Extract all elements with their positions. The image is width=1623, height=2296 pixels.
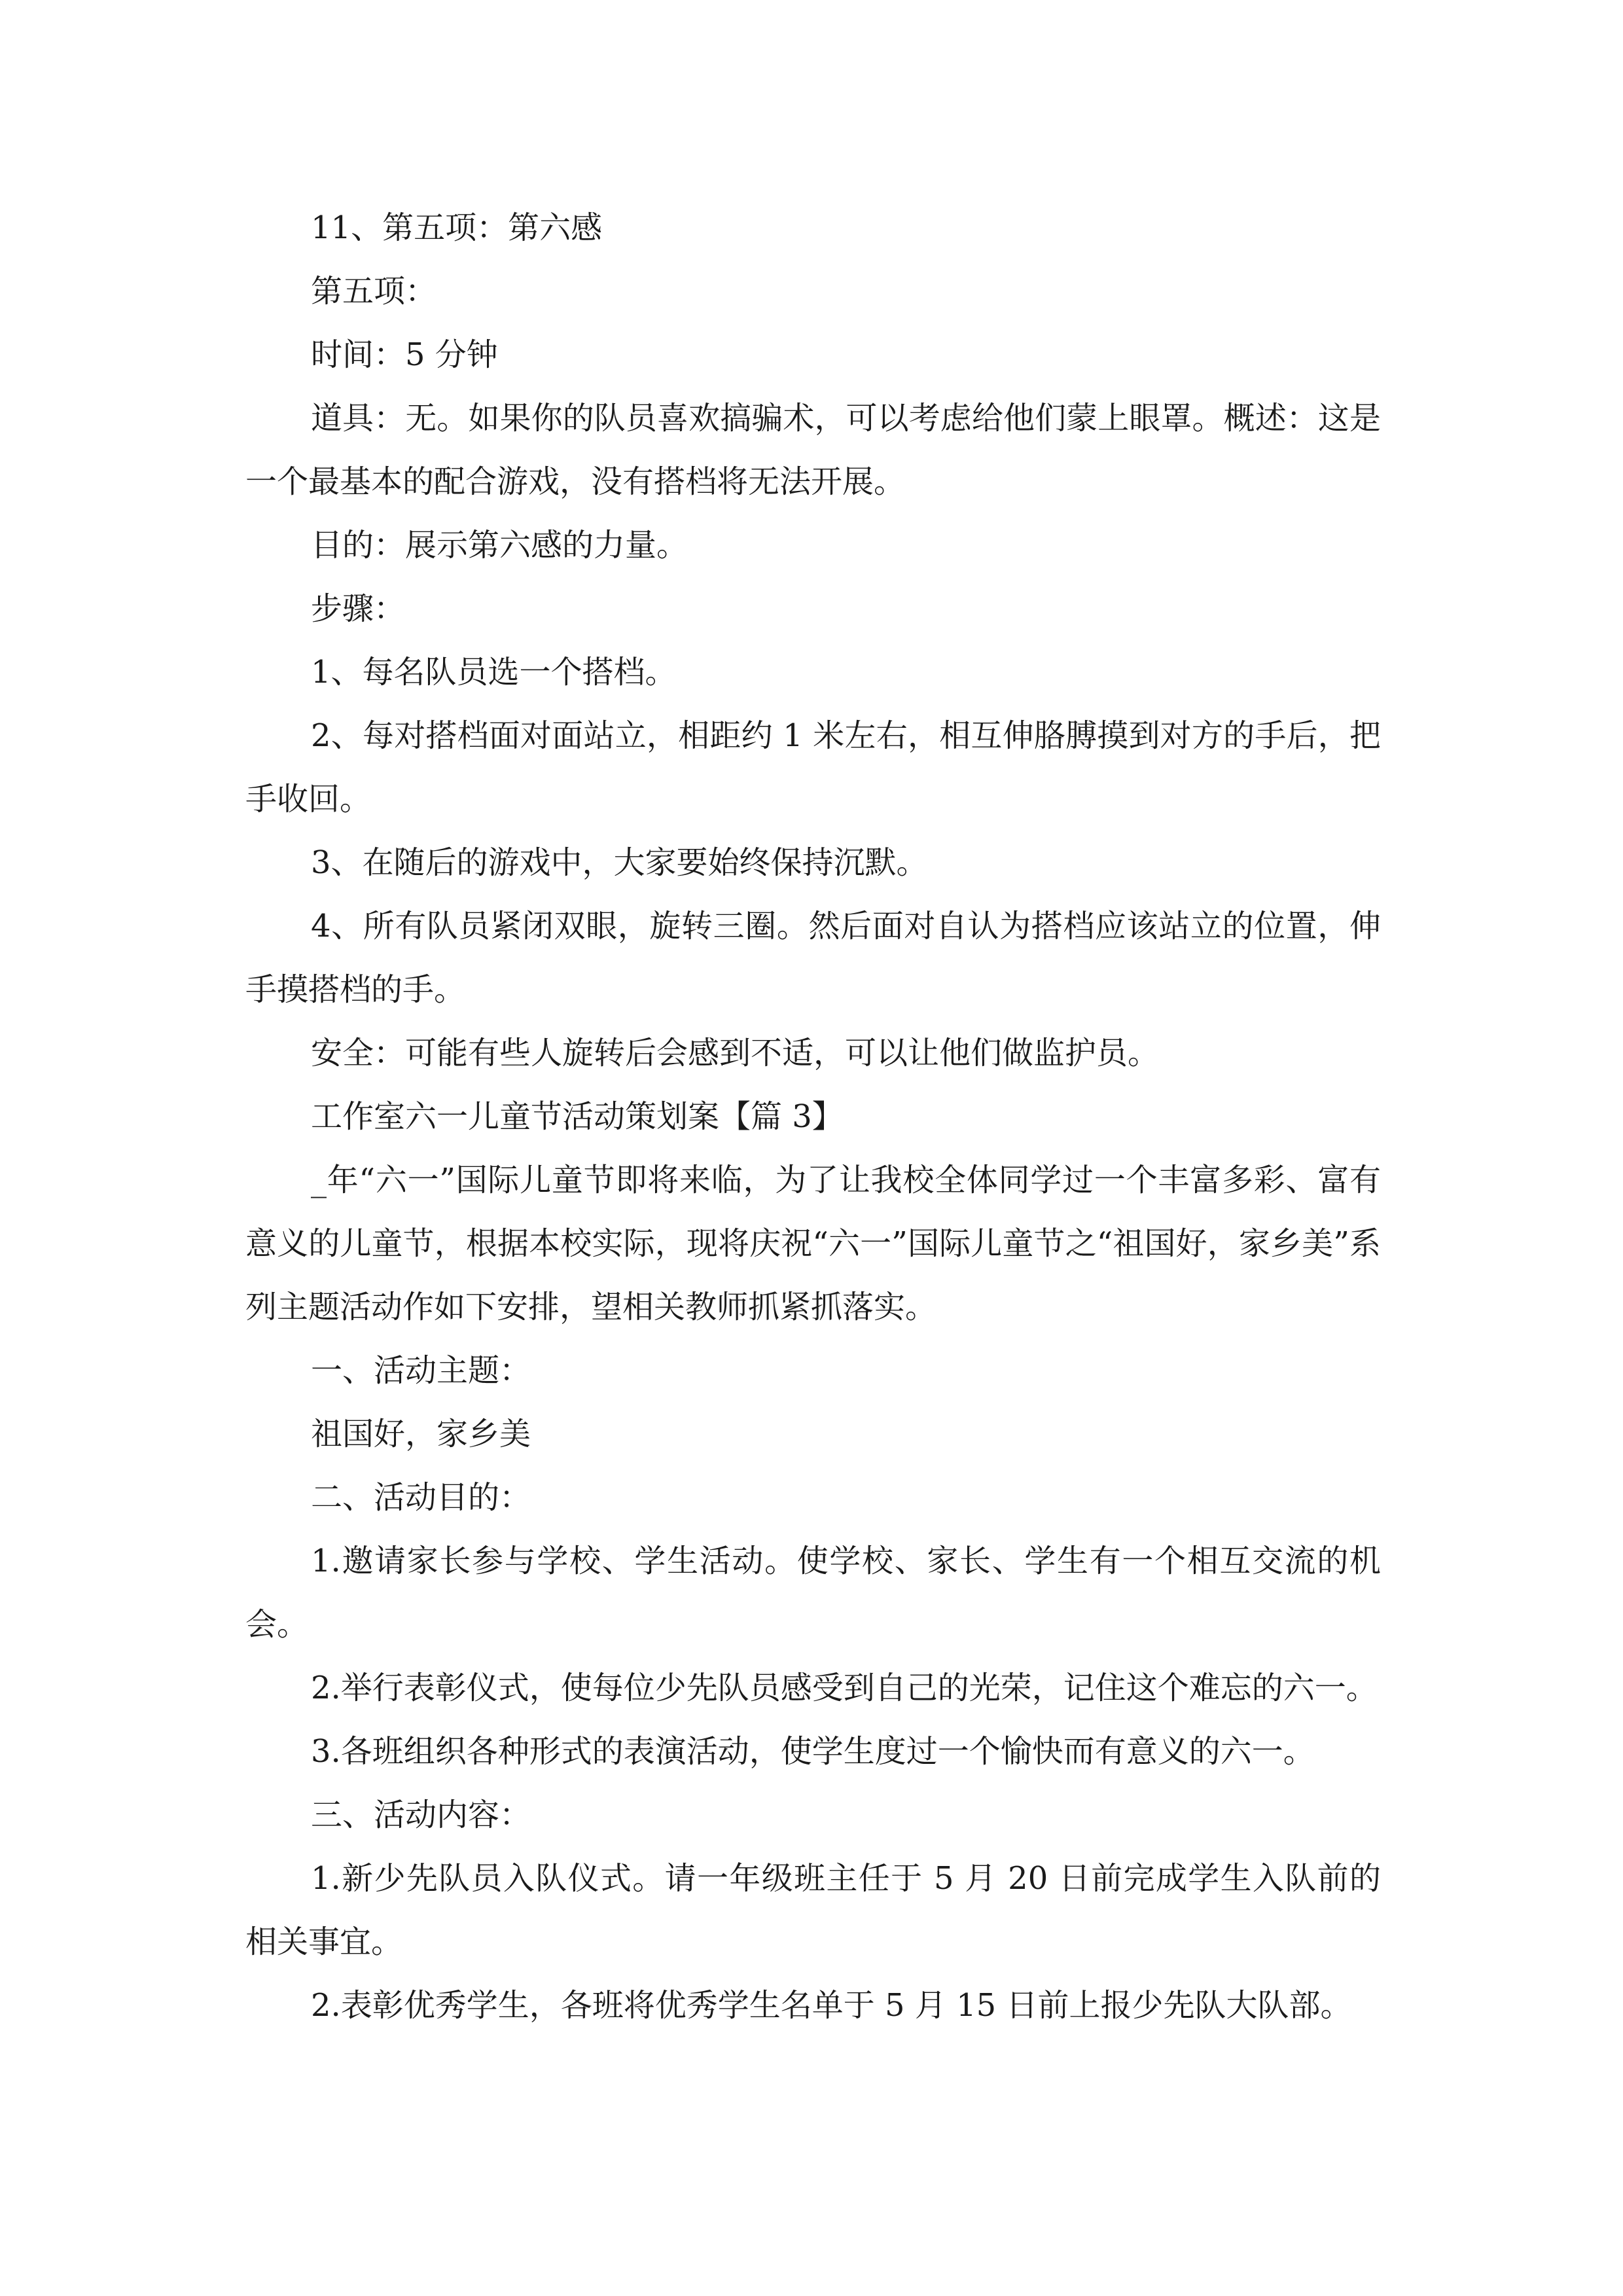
- list-item: 2.表彰优秀学生，各班将优秀学生名单于 5 月 15 日前上报少先队大队部。: [311, 1987, 1352, 2024]
- document-body: [245, 196, 1381, 2037]
- list-item: 1.邀请家长参与学校、学生活动。使学校、家长、学生有一个相互交流的机会。: [245, 1543, 1381, 1643]
- paragraph: 第五项：: [311, 273, 437, 310]
- paragraph: 道具：无。如果你的队员喜欢搞骗术，可以考虑给他们蒙上眼罩。概述：这是一个最基本的配合游戏，没有搭档将无法开展。: [245, 400, 1381, 500]
- section-heading: 二、活动目的：: [311, 1479, 531, 1516]
- section-heading: 11、第五项：第六感: [311, 209, 603, 246]
- section-heading: 三、活动内容：: [311, 1797, 531, 1833]
- paragraph: 步骤：: [311, 590, 406, 627]
- list-item: 3、在随后的游戏中，大家要始终保持沉默。: [311, 844, 928, 881]
- list-item: 2、每对搭档面对面站立，相距约 1 米左右，相互伸胳膊摸到对方的手后，把手收回。: [245, 717, 1381, 817]
- list-item: 1.新少先队员入队仪式。请一年级班主任于 5 月 20 日前完成学生入队前的相关事宜。: [245, 1860, 1381, 1960]
- list-item: 1、每名队员选一个搭档。: [311, 654, 677, 691]
- list-item: 2.举行表彰仪式，使每位少先队员感受到自己的光荣，记住这个难忘的六一。: [311, 1670, 1378, 1706]
- paragraph: 祖国好，家乡美: [311, 1416, 531, 1452]
- paragraph: 时间：5 分钟: [311, 336, 498, 373]
- paragraph: 目的：展示第六感的力量。: [311, 527, 688, 564]
- section-heading: 一、活动主题：: [311, 1352, 531, 1389]
- paragraph: _年“六一”国际儿童节即将来临，为了让我校全体同学过一个丰富多彩、富有意义的儿童节，根据本校实际，现将庆祝“六一”国际儿童节之“祖国好，家乡美”系列主题活动作如下安排，望相关教师抓紧抓落实。: [245, 1162, 1381, 1325]
- list-item: 3.各班组织各种形式的表演活动，使学生度过一个愉快而有意义的六一。: [311, 1733, 1315, 1770]
- paragraph: 安全：可能有些人旋转后会感到不适，可以让他们做监护员。: [311, 1035, 1160, 1071]
- list-item: 4、所有队员紧闭双眼，旋转三圈。然后面对自认为搭档应该站立的位置，伸手摸搭档的手。: [245, 908, 1381, 1008]
- section-heading: 工作室六一儿童节活动策划案【篇 3】: [311, 1098, 844, 1135]
